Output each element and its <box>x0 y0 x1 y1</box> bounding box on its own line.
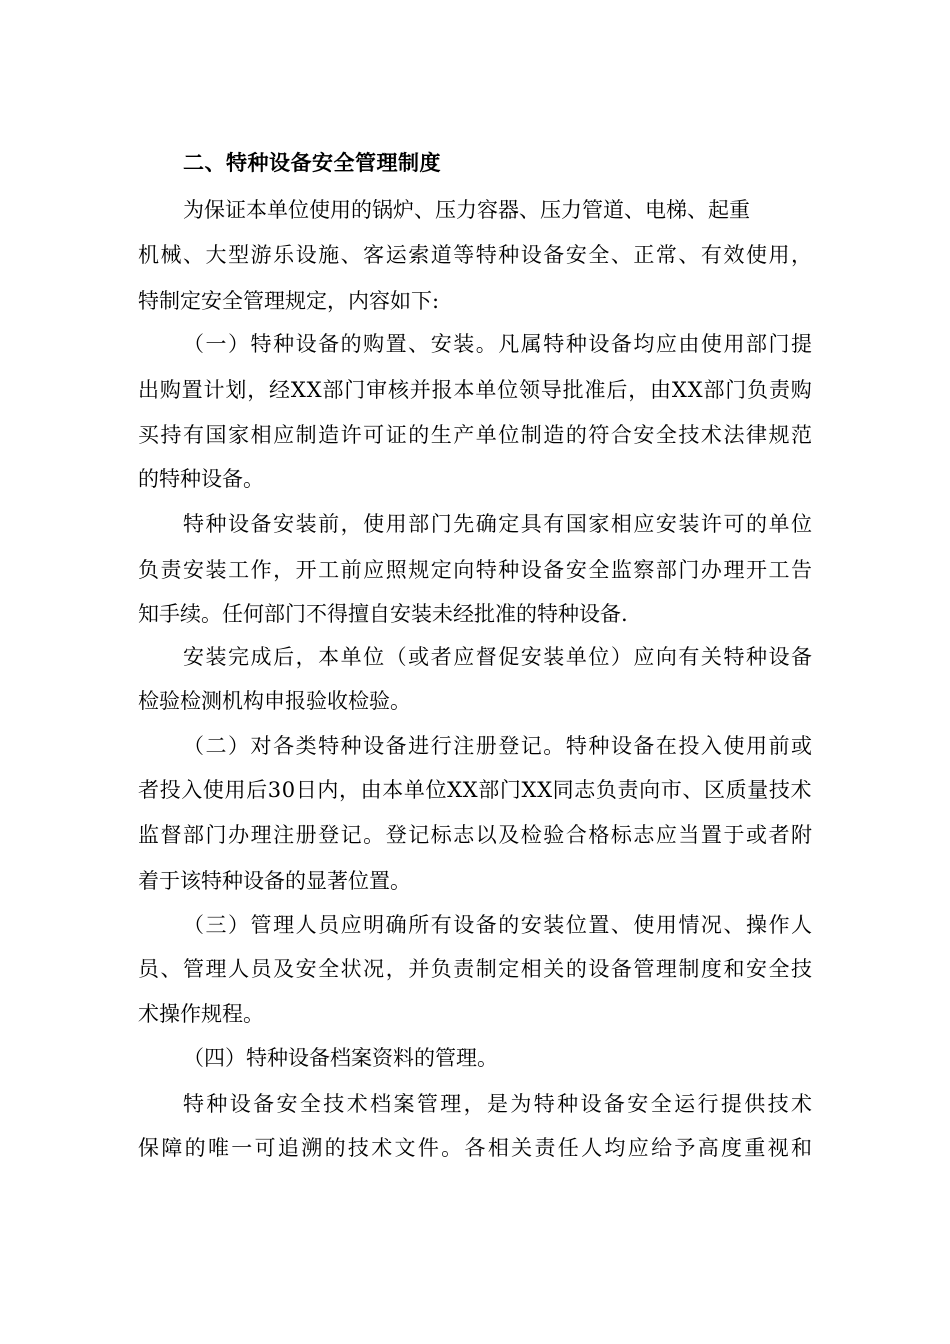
paragraph-line: 特制定安全管理规定，内容如下: <box>138 289 440 313</box>
paragraph-line: 负责安装工作，开工前应照规定向特种设备安全监察部门办理开工告 <box>138 558 814 582</box>
paragraph-line: 出购置计划，经XX部门审核并报本单位领导批准后，由XX部门负责购 <box>138 378 813 402</box>
section-heading: 二、特种设备安全管理制度 <box>183 151 441 175</box>
paragraph-line: 安装完成后，本单位（或者应督促安装单位）应向有关特种设备 <box>183 645 814 669</box>
paragraph-line: 监督部门办理注册登记。登记标志以及检验合格标志应当置于或者附 <box>138 823 814 847</box>
paragraph-line: 保障的唯一可追溯的技术文件。各相关责任人均应给予高度重视和 <box>138 1136 815 1160</box>
paragraph-line: （四）特种设备档案资料的管理。 <box>183 1046 498 1070</box>
paragraph-line: 特种设备安装前，使用部门先确定具有国家相应安装许可的单位 <box>183 512 814 536</box>
paragraph-line: 知手续。任何部门不得擅自安装未经批准的特种设备. <box>138 602 628 626</box>
paragraph-line: 的特种设备。 <box>138 467 264 491</box>
paragraph-line: 机械、大型游乐设施、客运索道等特种设备安全、正常、有效使用， <box>138 243 814 267</box>
paragraph-line: 员、管理人员及安全状况，并负责制定相关的设备管理制度和安全技 <box>138 957 814 981</box>
paragraph-line: 为保证本单位使用的锅炉、压力容器、压力管道、电梯、起重 <box>183 198 750 222</box>
paragraph-line: 者投入使用后30日内，由本单位XX部门XX同志负责向市、区质量技术 <box>138 778 813 802</box>
paragraph-line: 术操作规程。 <box>138 1002 264 1026</box>
paragraph-line: 特种设备安全技术档案管理，是为特种设备安全运行提供技术 <box>183 1092 815 1116</box>
paragraph-line: （一）特种设备的购置、安装。凡属特种设备均应由使用部门提 <box>183 332 814 356</box>
paragraph-line: 买持有国家相应制造许可证的生产单位制造的符合安全技术法律规范 <box>138 423 814 447</box>
paragraph-line: （三）管理人员应明确所有设备的安装位置、使用情况、操作人 <box>183 913 814 937</box>
paragraph-line: （二）对各类特种设备进行注册登记。特种设备在投入使用前或 <box>183 734 814 758</box>
paragraph-line: 着于该特种设备的显著位置。 <box>138 869 411 893</box>
paragraph-line: 检验检测机构申报验收检验。 <box>138 689 411 713</box>
